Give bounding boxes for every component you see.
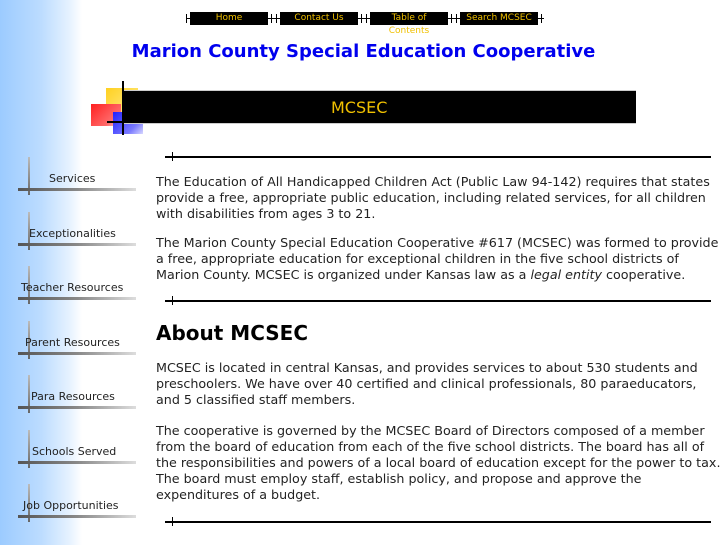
sidebar-item-exceptionalities[interactable]	[0, 212, 150, 252]
sidebar-item-para-resources[interactable]	[0, 375, 150, 415]
formation-text: The Marion County Special Education Cooperative #617 (MCSEC) was formed to provide a free, appropriate education for exceptional children in the five school districts of Marion County. MCSEC is organized under Kansas law as a	[156, 235, 719, 282]
nav-connector	[358, 18, 370, 19]
sidebar-item-label: Parent Resources	[25, 336, 120, 349]
nav-toc-button[interactable]: Table of Contents	[370, 12, 448, 25]
about-paragraph-1: MCSEC is located in central Kansas, and provides services to about 530 students and preschoolers. We have over 40 certified and clinical professionals, 80 paraeducators, and 5 classified staff members.	[156, 360, 698, 407]
sidebar-underline	[18, 406, 136, 409]
rule-tick	[172, 296, 173, 305]
rule-tick	[172, 517, 173, 526]
formation-section	[156, 235, 724, 283]
intro-section	[156, 174, 724, 222]
about-section	[156, 360, 724, 408]
governance-section	[156, 423, 724, 503]
sidebar-item-label: Teacher Resources	[21, 281, 124, 294]
banner-text: MCSEC	[331, 98, 388, 117]
nav-home-button[interactable]: Home	[190, 12, 268, 25]
sidebar-underline	[18, 352, 136, 355]
sidebar-item-label: Services	[49, 172, 96, 185]
about-paragraph-2: The cooperative is governed by the MCSEC Board of Directors composed of a member from the board of education from each of the five school districts. The board has all of the responsibilities and powers of a local board of education except for the power to tax. The board must employ staff, establish policy, and propose and approve the expenditures of a budget.	[156, 423, 721, 502]
sidebar-item-job-opportunities[interactable]	[0, 484, 150, 524]
sidebar-item-schools-served[interactable]	[0, 430, 150, 470]
nav-tick	[366, 14, 367, 23]
banner	[124, 90, 636, 124]
sidebar-underline	[18, 243, 136, 246]
nav-connector	[268, 18, 280, 19]
horizontal-rule	[165, 521, 711, 523]
nav-search-button[interactable]: Search MCSEC	[460, 12, 538, 25]
sidebar-underline	[18, 297, 136, 300]
site-title-text: Marion County Special Education Cooperative	[131, 41, 596, 62]
nav-tick	[271, 14, 272, 23]
horizontal-rule	[165, 156, 711, 158]
sidebar-item-parent-resources[interactable]	[0, 321, 150, 361]
sidebar-item-label: Exceptionalities	[29, 227, 116, 240]
nav-tick	[451, 14, 452, 23]
logo-crosshair-horizontal	[107, 121, 137, 123]
legal-entity-emphasis: legal entity	[530, 267, 602, 282]
sidebar-underline	[18, 515, 136, 518]
horizontal-rule	[165, 300, 711, 302]
sidebar-item-label: Schools Served	[32, 445, 117, 458]
nav-tick	[541, 14, 542, 23]
nav-tick	[276, 14, 277, 23]
about-heading: About MCSEC	[156, 321, 308, 345]
formation-paragraph	[156, 235, 724, 283]
sidebar-underline	[18, 188, 136, 191]
nav-contact-button[interactable]: Contact Us	[280, 12, 358, 25]
sidebar-item-services[interactable]	[0, 157, 150, 197]
logo-crosshair-vertical	[122, 81, 124, 135]
sidebar-item-label: Para Resources	[31, 390, 115, 403]
nav-tick	[361, 14, 362, 23]
sidebar-item-teacher-resources[interactable]	[0, 266, 150, 306]
nav-connector	[448, 18, 460, 19]
rule-tick	[172, 152, 173, 161]
sidebar-underline	[18, 461, 136, 464]
intro-paragraph: The Education of All Handicapped Children Act (Public Law 94-142) requires that states provide a free, appropriate public education, including related services, for all children with disabilities from ages 3 to 21.	[156, 174, 710, 221]
nav-tick	[456, 14, 457, 23]
formation-text-end: cooperative.	[602, 267, 686, 282]
site-title	[0, 41, 727, 62]
sidebar-item-label: Job Opportunities	[23, 499, 119, 512]
